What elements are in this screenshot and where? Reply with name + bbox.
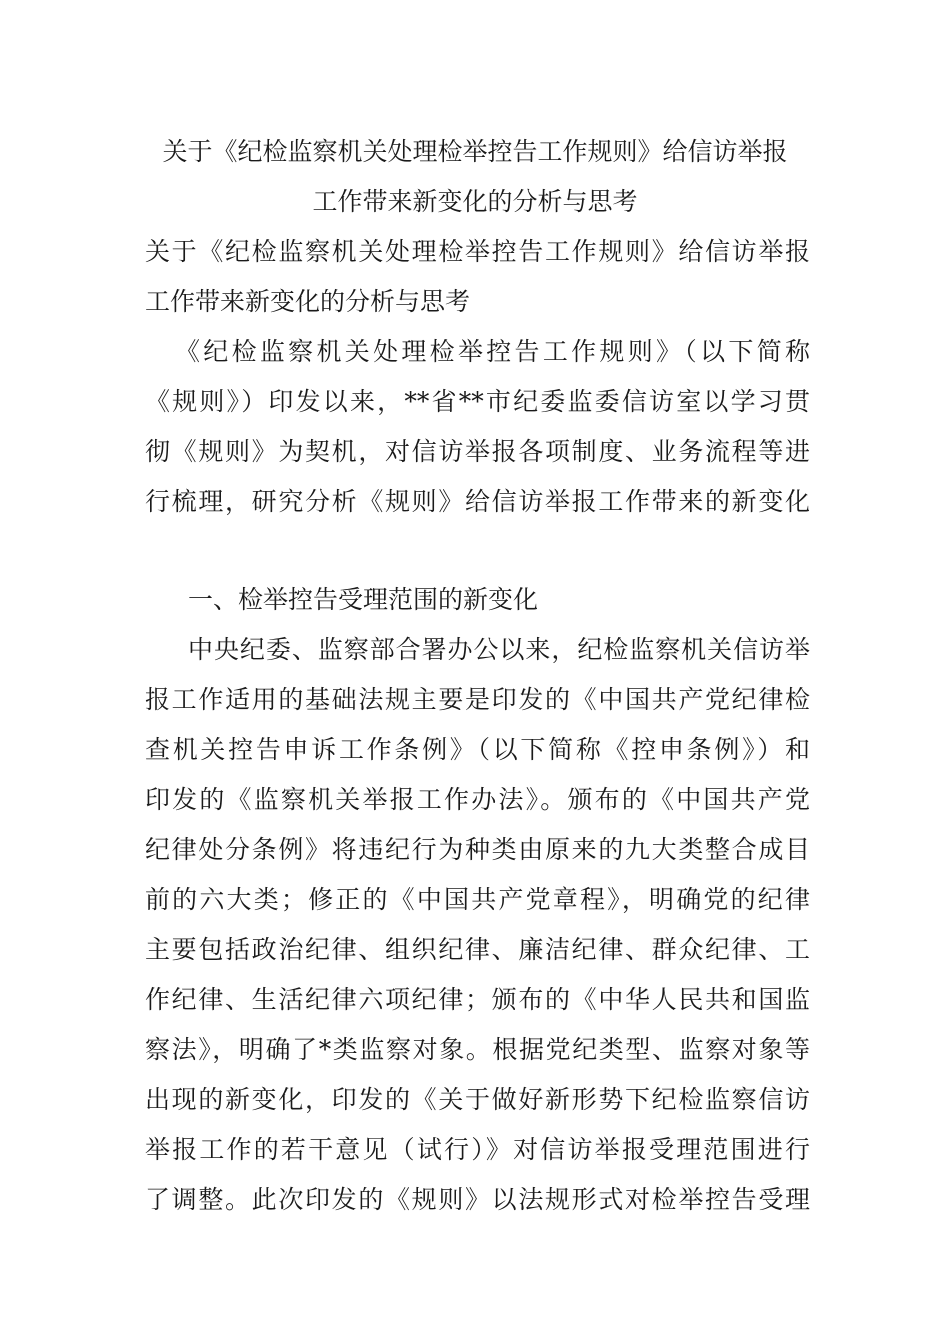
- intro-line-4: 行梳理，研究分析《规则》给信访举报工作带来的新变化: [145, 487, 810, 516]
- document-title-line-2: 工作带来新变化的分析与思考: [312, 187, 638, 216]
- section-line-8: 作纪律、生活纪律六项纪律；颁布的《中华人民共和国监: [145, 985, 810, 1014]
- section-heading: 一、检举控告受理范围的新变化: [188, 585, 539, 614]
- intro-line-2: 《规则》）印发以来，**省**市纪委监委信访室以学习贯: [145, 387, 810, 416]
- section-line-1: 中央纪委、监察部合署办公以来，纪检监察机关信访举: [188, 635, 810, 664]
- section-line-12: 了调整。此次印发的《规则》以法规形式对检举控告受理: [145, 1185, 810, 1214]
- repeat-title-line-2: 工作带来新变化的分析与思考: [145, 287, 471, 316]
- section-line-3: 查机关控告申诉工作条例》（以下简称《控申条例》）和: [145, 735, 810, 764]
- section-line-9: 察法》，明确了*类监察对象。根据党纪类型、监察对象等: [145, 1035, 810, 1064]
- section-line-2: 报工作适用的基础法规主要是印发的《中国共产党纪律检: [145, 685, 810, 714]
- section-line-7: 主要包括政治纪律、组织纪律、廉洁纪律、群众纪律、工: [145, 935, 810, 964]
- section-line-10: 出现的新变化，印发的《关于做好新形势下纪检监察信访: [145, 1085, 810, 1114]
- section-line-11: 举报工作的若干意见（试行）》对信访举报受理范围进行: [145, 1135, 810, 1164]
- intro-line-3: 彻《规则》为契机，对信访举报各项制度、业务流程等进: [145, 437, 810, 466]
- repeat-title-line-1: 关于《纪检监察机关处理检举控告工作规则》给信访举报: [145, 237, 810, 266]
- section-line-5: 纪律处分条例》将违纪行为种类由原来的九大类整合成目: [145, 835, 810, 864]
- section-line-4: 印发的《监察机关举报工作办法》。颁布的《中国共产党: [145, 785, 810, 814]
- section-line-6: 前的六大类；修正的《中国共产党章程》，明确党的纪律: [145, 885, 810, 914]
- intro-line-1: 《纪检监察机关处理检举控告工作规则》（以下简称: [175, 337, 810, 366]
- document-title-line-1: 关于《纪检监察机关处理检举控告工作规则》给信访举报: [162, 137, 788, 166]
